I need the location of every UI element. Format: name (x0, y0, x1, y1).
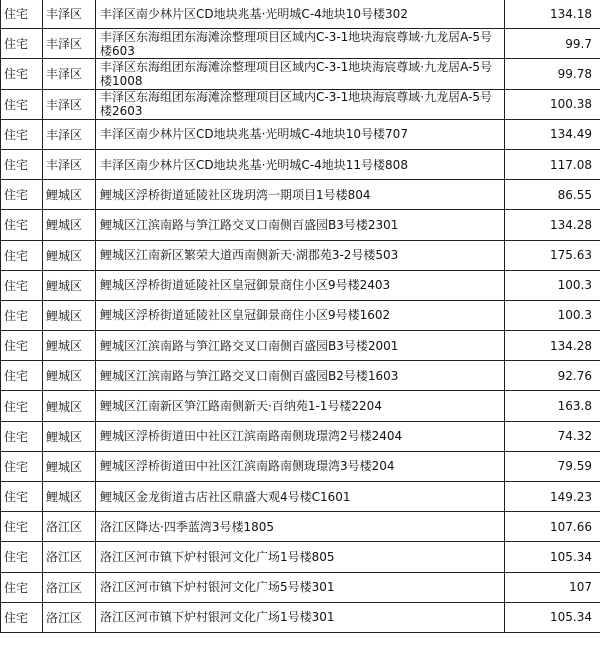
use-cell: 住宅 (1, 89, 43, 119)
district-cell: 丰泽区 (43, 59, 96, 89)
address-cell: 鲤城区浮桥街道田中社区江滨南路南侧珑璟湾2号楼2404 (96, 421, 505, 451)
use-cell: 住宅 (1, 149, 43, 179)
table-row (1, 300, 600, 330)
table-row (1, 391, 600, 421)
use-cell: 住宅 (1, 572, 43, 602)
use-cell: 住宅 (1, 361, 43, 391)
area-cell: 134.28 (505, 331, 600, 361)
district-cell: 洛江区 (43, 512, 96, 542)
address-cell: 鲤城区浮桥街道延陵社区珑玥湾一期项目1号楼804 (96, 180, 505, 210)
district-cell: 鲤城区 (43, 482, 96, 512)
area-cell: 117.08 (505, 149, 600, 179)
address-cell: 洛江区河市镇下炉村银河文化广场1号楼301 (96, 602, 505, 632)
district-cell: 洛江区 (43, 542, 96, 572)
address-cell: 鲤城区江滨南路与笋江路交叉口南侧百盛园B2号楼1603 (96, 361, 505, 391)
district-cell: 鲤城区 (43, 240, 96, 270)
district-cell: 丰泽区 (43, 149, 96, 179)
area-cell: 175.63 (505, 240, 600, 270)
use-cell: 住宅 (1, 270, 43, 300)
use-cell: 住宅 (1, 240, 43, 270)
address-cell: 鲤城区金龙街道古店社区鼎盛大观4号楼C1601 (96, 482, 505, 512)
use-cell: 住宅 (1, 602, 43, 632)
address-cell: 鲤城区江滨南路与笋江路交叉口南侧百盛园B3号楼2301 (96, 210, 505, 240)
area-cell: 99.78 (505, 59, 600, 89)
area-cell: 134.18 (505, 0, 600, 29)
area-cell: 86.55 (505, 180, 600, 210)
area-cell: 163.8 (505, 391, 600, 421)
table-row (1, 119, 600, 149)
area-cell: 79.59 (505, 451, 600, 481)
use-cell: 住宅 (1, 210, 43, 240)
table-row (1, 572, 600, 602)
address-cell: 洛江区河市镇下炉村银河文化广场1号楼805 (96, 542, 505, 572)
table-row (1, 451, 600, 481)
address-cell: 丰泽区东海组团东海滩涂整理项目区域内C-3-1地块海宸尊域·九龙居A-5号楼1008 (96, 59, 505, 89)
use-cell: 住宅 (1, 542, 43, 572)
area-cell: 107 (505, 572, 600, 602)
table-row (1, 512, 600, 542)
district-cell: 洛江区 (43, 602, 96, 632)
table-row (1, 180, 600, 210)
table-row (1, 361, 600, 391)
address-cell: 鲤城区江南新区繁荣大道西南侧新天·湖郡苑3-2号楼503 (96, 240, 505, 270)
district-cell: 丰泽区 (43, 0, 96, 29)
address-cell: 鲤城区江南新区笋江路南侧新天·百纳苑1-1号楼2204 (96, 391, 505, 421)
use-cell: 住宅 (1, 391, 43, 421)
table-row (1, 29, 600, 59)
area-cell: 105.34 (505, 602, 600, 632)
table-row (1, 542, 600, 572)
area-cell: 74.32 (505, 421, 600, 451)
table-row (1, 270, 600, 300)
address-cell: 丰泽区东海组团东海滩涂整理项目区域内C-3-1地块海宸尊域·九龙居A-5号楼2603 (96, 89, 505, 119)
area-cell: 100.3 (505, 270, 600, 300)
district-cell: 鲤城区 (43, 361, 96, 391)
district-cell: 鲤城区 (43, 451, 96, 481)
use-cell: 住宅 (1, 29, 43, 59)
address-cell: 鲤城区浮桥街道延陵社区皇冠御景商住小区9号楼1602 (96, 300, 505, 330)
table-row (1, 59, 600, 89)
district-cell: 丰泽区 (43, 119, 96, 149)
table-row (1, 421, 600, 451)
use-cell: 住宅 (1, 180, 43, 210)
area-cell: 99.7 (505, 29, 600, 59)
use-cell: 住宅 (1, 0, 43, 29)
address-cell: 鲤城区江滨南路与笋江路交叉口南侧百盛园B3号楼2001 (96, 331, 505, 361)
table-row (1, 210, 600, 240)
district-cell: 洛江区 (43, 572, 96, 602)
address-cell: 丰泽区南少林片区CD地块兆基·光明城C-4地块10号楼707 (96, 119, 505, 149)
table-row (1, 89, 600, 119)
use-cell: 住宅 (1, 512, 43, 542)
district-cell: 鲤城区 (43, 270, 96, 300)
district-cell: 鲤城区 (43, 421, 96, 451)
area-cell: 100.38 (505, 89, 600, 119)
district-cell: 鲤城区 (43, 331, 96, 361)
address-cell: 鲤城区浮桥街道延陵社区皇冠御景商住小区9号楼2403 (96, 270, 505, 300)
use-cell: 住宅 (1, 421, 43, 451)
address-cell: 丰泽区南少林片区CD地块兆基·光明城C-4地块10号楼302 (96, 0, 505, 29)
use-cell: 住宅 (1, 59, 43, 89)
district-cell: 鲤城区 (43, 180, 96, 210)
area-cell: 149.23 (505, 482, 600, 512)
address-cell: 洛江区河市镇下炉村银河文化广场5号楼301 (96, 572, 505, 602)
area-cell: 100.3 (505, 300, 600, 330)
district-cell: 鲤城区 (43, 210, 96, 240)
district-cell: 鲤城区 (43, 391, 96, 421)
area-cell: 134.28 (505, 210, 600, 240)
table-row (1, 149, 600, 179)
area-cell: 105.34 (505, 542, 600, 572)
area-cell: 107.66 (505, 512, 600, 542)
use-cell: 住宅 (1, 331, 43, 361)
address-cell: 洛江区降达·四季蓝湾3号楼1805 (96, 512, 505, 542)
use-cell: 住宅 (1, 119, 43, 149)
property-table-body (1, 0, 600, 632)
district-cell: 丰泽区 (43, 29, 96, 59)
table-row (1, 602, 600, 632)
table-row (1, 240, 600, 270)
table-row (1, 0, 600, 29)
use-cell: 住宅 (1, 300, 43, 330)
use-cell: 住宅 (1, 482, 43, 512)
table-row (1, 482, 600, 512)
district-cell: 丰泽区 (43, 89, 96, 119)
area-cell: 92.76 (505, 361, 600, 391)
address-cell: 鲤城区浮桥街道田中社区江滨南路南侧珑璟湾3号楼204 (96, 451, 505, 481)
use-cell: 住宅 (1, 451, 43, 481)
address-cell: 丰泽区东海组团东海滩涂整理项目区域内C-3-1地块海宸尊域·九龙居A-5号楼603 (96, 29, 505, 59)
table-row (1, 331, 600, 361)
area-cell: 134.49 (505, 119, 600, 149)
district-cell: 鲤城区 (43, 300, 96, 330)
address-cell: 丰泽区南少林片区CD地块兆基·光明城C-4地块11号楼808 (96, 149, 505, 179)
